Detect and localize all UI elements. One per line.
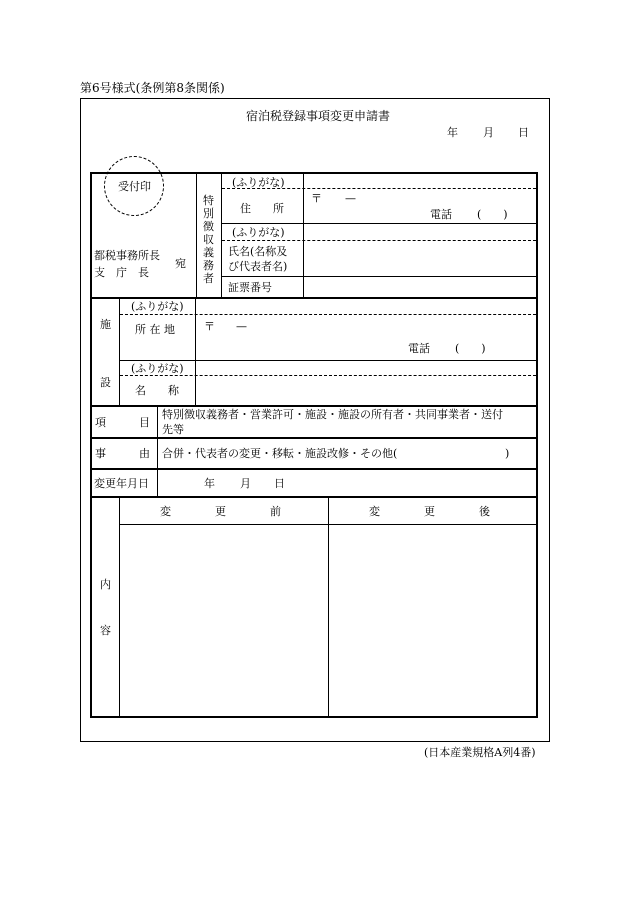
obligor-furigana-divider (222, 188, 536, 189)
date-month: 月 (483, 126, 494, 139)
obligor-address-bottom-line (222, 223, 536, 224)
obligor-label-char: 特 (203, 194, 214, 207)
obligor-phone-label: 電話 (430, 208, 452, 221)
obligor-postal-mark: 〒 (311, 192, 322, 205)
obligor-label-char: 務 (203, 259, 214, 272)
form-title: 宿泊税登録事項変更申請書 (246, 109, 391, 123)
reason-close-paren: ) (505, 447, 510, 460)
obligor-name-bottom-line (222, 276, 536, 277)
content-label-bottom: 容 (100, 624, 111, 637)
item-label-border (157, 407, 158, 438)
change-date-label: 変更年月日 (94, 477, 149, 490)
row-divider (90, 297, 538, 299)
reception-stamp-label: 受付印 (118, 180, 151, 193)
obligor-label-char: 徴 (203, 220, 214, 233)
addressee-line1: 都税事務所長 (94, 249, 160, 262)
obligor-name-furigana-label: (ふりがな) (232, 226, 285, 239)
item-label: 項 目 (95, 416, 150, 429)
obligor-cert-label: 証票番号 (228, 281, 272, 294)
facility-name-furigana-divider (120, 375, 536, 376)
obligor-name-furigana-divider (222, 240, 536, 241)
change-date-year: 年 (204, 477, 215, 490)
reason-label: 事 由 (95, 447, 150, 460)
facility-field-border (195, 299, 196, 406)
date-day: 日 (518, 126, 529, 139)
obligor-left-border (196, 174, 197, 298)
change-date-month: 月 (240, 477, 251, 490)
content-label-top: 内 (100, 578, 111, 591)
facility-phone-label: 電話 (408, 342, 430, 355)
facility-label-bottom: 設 (100, 376, 111, 389)
item-text-line1: 特別徴収義務者・営業許可・施設・施設の所有者・共同事業者・送付 (162, 408, 503, 421)
obligor-label-char: 者 (203, 272, 214, 285)
addressee-line2: 支 庁 長 (94, 266, 149, 279)
facility-postal-mark: 〒 (204, 320, 215, 333)
content-label-border (119, 498, 120, 716)
content-column-divider (328, 498, 329, 716)
obligor-address-label: 住 所 (240, 202, 284, 215)
footer-paper-size: (日本産業規格A列4番) (424, 746, 536, 759)
item-text-line2: 先等 (162, 423, 184, 436)
obligor-postal-dash: — (345, 192, 356, 205)
reason-label-border (157, 439, 158, 469)
facility-furigana-divider (120, 314, 536, 315)
obligor-phone-parens: ( ) (477, 208, 508, 221)
facility-postal-dash: — (236, 320, 247, 333)
facility-location-bottom-line (120, 360, 536, 361)
reason-text: 合併・代表者の変更・移転・施設改修・その他( (162, 447, 398, 460)
content-after-header: 変 更 後 (369, 505, 490, 518)
obligor-name-label-2: び代表者名) (228, 260, 288, 273)
facility-furigana-label: (ふりがな) (131, 300, 184, 313)
change-date-label-border (157, 470, 158, 497)
obligor-name-label-1: 氏名(名称及 (228, 245, 288, 258)
addressee-suffix: 宛 (175, 257, 186, 270)
date-year: 年 (447, 126, 458, 139)
facility-location-label: 所 在 地 (135, 323, 175, 336)
obligor-furigana-label: (ふりがな) (232, 176, 285, 189)
obligor-label-char: 別 (203, 207, 214, 220)
facility-label-top: 施 (100, 318, 111, 331)
obligor-label-char: 収 (203, 233, 214, 246)
row-divider (90, 496, 538, 498)
facility-label-border (119, 299, 120, 406)
change-date-day: 日 (274, 477, 285, 490)
obligor-field-border (303, 174, 304, 298)
obligor-label-border (221, 174, 222, 298)
facility-phone-parens: ( ) (455, 342, 486, 355)
content-header-bottom-line (120, 524, 536, 525)
obligor-label-char: 義 (203, 246, 214, 259)
content-before-header: 変 更 前 (160, 505, 281, 518)
form-id: 第6号様式(条例第8条関係) (80, 81, 225, 95)
facility-name-label: 名 称 (135, 384, 179, 397)
facility-name-furigana-label: (ふりがな) (131, 362, 184, 375)
